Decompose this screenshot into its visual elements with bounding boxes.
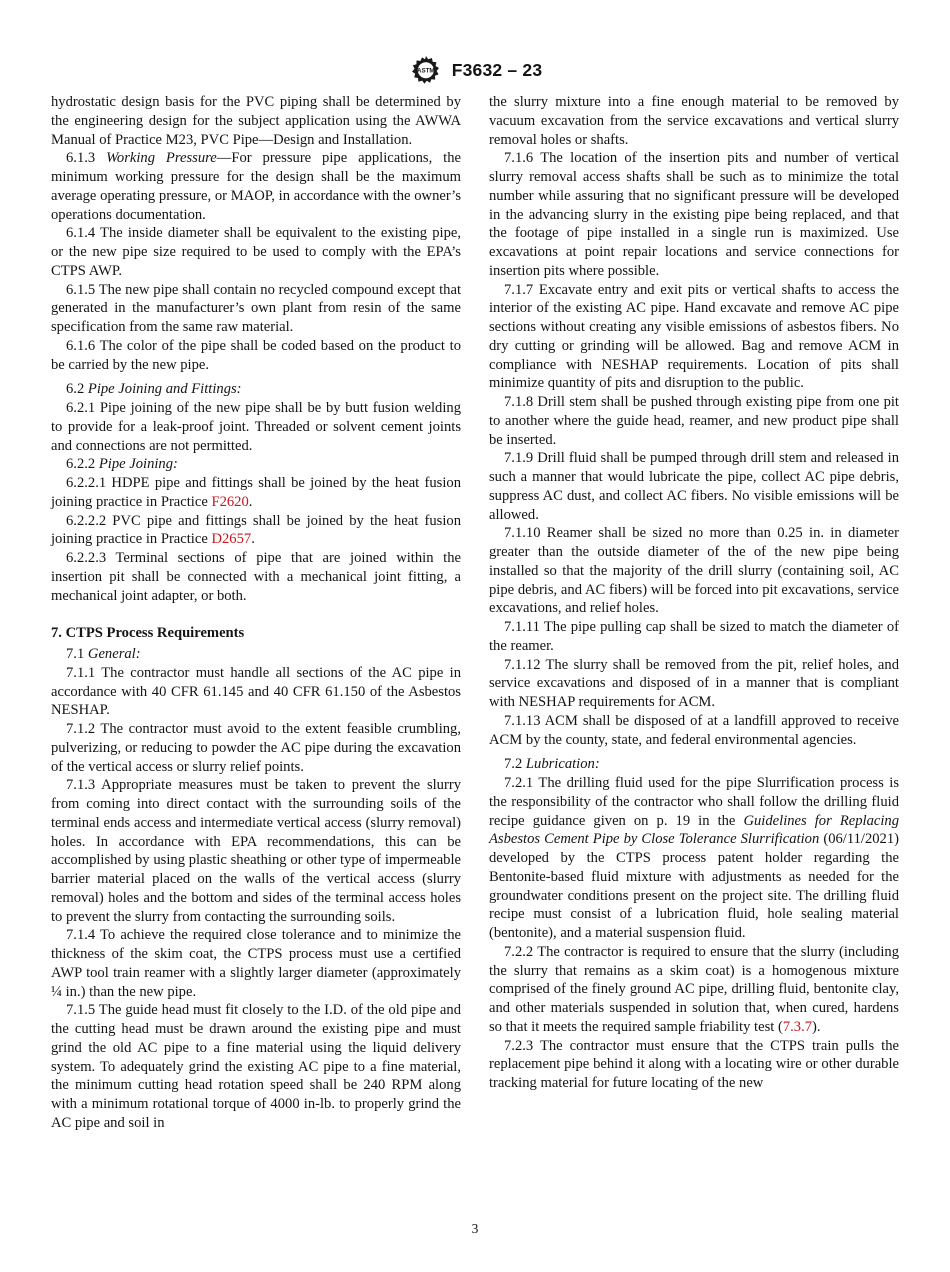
page-number: 3: [471, 1221, 479, 1236]
section-6-1-6: 6.1.6 The color of the pipe shall be coded based on the product to be carried by the new pipe.: [51, 337, 461, 373]
section-6-1-4: 6.1.4 The inside diameter shall be equivalent to the existing pipe, or the new pipe size required to be used to comply with the EPA’s CTPS AWP.: [51, 225, 461, 279]
section-7-1-7: 7.1.7 Excavate entry and exit pits or vertical shafts to access the interior of the existing AC pipe. Hand excavate and remove AC pipe sections without creating any visible emissions of asbestos fibers. No dry cutting or grinding will be allowed. Bag and remove ACM in compliance with NESHAP requirements. Location of pits shall minimize quantity of pits and disruption to the public.: [489, 281, 899, 392]
section-7-1-4: 7.1.4 To achieve the required close tolerance and to minimize the thickness of the skim coat, the CTPS process must use a certified AWP tool train reamer with a slightly larger diameter (approximately ¼ in.) than the new pipe.: [51, 927, 461, 1000]
section-6-2-1: 6.2.1 Pipe joining of the new pipe shall be by butt fusion welding to provide for a leak-proof joint. Threaded or solvent cement joints and connections are not permitted.: [51, 400, 461, 454]
section-7-1-8: 7.1.8 Drill stem shall be pushed through existing pipe from one pit to another where the guide head, reamer, and new product pipe shall be inserted.: [489, 394, 899, 448]
section-number: 6.2.2: [66, 456, 96, 473]
section-6-1-3: [51, 149, 461, 224]
section-7-1-3: 7.1.3 Appropriate measures must be taken to prevent the slurry from coming into direct contact with the surrounding soils of the terminal ends access and intermediate vertical access (slurry removal) holes. In accordance with EPA recommendations, this can be accomplished by using plastic sheathing or other type of impermeable barrier material placed on the walls of the vertical access (slurry removal) holes and the bottom and sides of the terminal access holes to prevent the slurry from contacting the surrounding soils.: [51, 777, 461, 925]
section-6-2-2-1: 6.2.2.1 HDPE pipe and fittings shall be joined by the heat fusion joining practice in Practice F2620.: [51, 475, 461, 510]
section-7-1-13: 7.1.13 ACM shall be disposed of at a landfill approved to receive ACM by the county, state, and federal environmental agencies.: [489, 712, 899, 748]
section-7-1-5: 7.1.5 The guide head must fit closely to the I.D. of the old pipe and the cutting head must be drawn around the existing pipe and must grind the old AC pipe to a fine material using the liquid delivery system. To adequately grind the existing AC pipe to a fine material, the minimum cutting head rotation speed shall be 240 RPM along with a minimum rotational torque of 4000 in-lb. to properly grind the AC pipe and soil in: [51, 1002, 461, 1131]
section-title: Lubrication:: [525, 756, 600, 773]
heading-text: 7. CTPS Process Requirements: [51, 625, 245, 642]
section-7-1-1: 7.1.1 The contractor must handle all sections of the AC pipe in accordance with 40 CFR 61.145 and 40 CFR 61.150 of the Asbestos NESHAP.: [51, 664, 461, 719]
section-text: ).: [812, 1018, 821, 1035]
section-7-2-2: [489, 943, 899, 1037]
section-title: Pipe Joining:: [98, 456, 178, 473]
section-7-1: [51, 645, 461, 664]
section-6-2: [51, 380, 461, 399]
section-title: Working Pressure: [106, 150, 217, 167]
section-7-2: [489, 755, 899, 774]
section-text: 6.2.2.1 HDPE pipe and fittings shall be joined by the heat fusion joining practice in Practice: [51, 475, 461, 510]
practice-d2657-link[interactable]: D2657: [211, 531, 252, 548]
document-id: F3632 – 23: [451, 59, 543, 80]
section-number: 7.1: [66, 646, 85, 662]
section-number: 7.2: [504, 756, 523, 773]
section-text: —For pressure pipe applications, the minimum working pressure for the design shall be the maximum average operating pressure, or MAOP, in accordance with the owner’s operations documentation.: [51, 150, 461, 223]
section-7-1-11: 7.1.11 The pipe pulling cap shall be sized to match the diameter of the reamer.: [489, 619, 899, 654]
section-text: (06/11/2021) developed by the CTPS process patent holder regarding the Bentonite-based fluid mixture with adjustments as needed for the groundwater conditions present on the project site. The drilling fluid recipe must consist of a lubrication fluid, hole sealing material (bentonite), and a material suspension fluid.: [489, 831, 900, 941]
section-7-1-9: 7.1.9 Drill fluid shall be pumped through drill stem and released in such a manner that would lubricate the pipe, collect AC pipe debris, suppress AC dust, and collect AC fibers. No visible emissions will be allowed.: [489, 450, 899, 523]
section-7-3-7-link[interactable]: 7.3.7: [782, 1018, 813, 1035]
section-7-1-12: 7.1.12 The slurry shall be removed from the pit, relief holes, and service excavations and disposed of in a manner that is compliant with NESHAP requirements for ACM.: [489, 656, 899, 710]
section-6-2-2-2: 6.2.2.2 PVC pipe and fittings shall be joined by the heat fusion joining practice in Practice D2657.: [51, 512, 461, 548]
astm-logo: [408, 55, 444, 85]
practice-f2620-link[interactable]: F2620: [211, 493, 249, 510]
section-6-2-2-3: 6.2.2.3 Terminal sections of pipe that are joined within the insertion pit shall be connected with a mechanical joint fitting, a mechanical joint adapter, or both.: [51, 550, 461, 604]
section-7-1-2: 7.1.2 The contractor must avoid to the extent feasible crumbling, pulverizing, or reducing to powder the AC pipe during the excavation of the vertical access or slurry relief points.: [51, 721, 461, 775]
section-7-2-3: 7.2.3 The contractor must ensure that the CTPS train pulls the replacement pipe behind it along with a locating wire or other durable tracking material for future locating of the new: [489, 1037, 899, 1091]
astm-logo-text: ASTM: [416, 67, 435, 75]
section-text: 7.2.2 The contractor is required to ensure that the slurry (including the slurry that remains as a skim coat) is a homogenous mixture comprised of the finely ground AC pipe, drilling fluid, bentonite clay, and other materials suspended in solution that, when cured, hardens so that it meets the required sample friability test (: [489, 943, 899, 1035]
section-number: 6.2: [66, 381, 85, 398]
section-number: 6.1.3: [66, 150, 96, 167]
section-6-1-5: 6.1.5 The new pipe shall contain no recycled compound except that generated in the manufacturer’s own plant from resin of the same specification from the same raw material.: [51, 281, 461, 335]
left-column: [51, 93, 461, 1133]
paragraph-continued: the slurry mixture into a fine enough material to be removed by vacuum excavation from the service excavations and vertical slurry removal holes or shafts.: [489, 94, 899, 148]
section-7-1-6: 7.1.6 The location of the insertion pits and number of vertical slurry removal access shafts shall be such as to minimize the total number while assuring that no significant pressure will be developed in the advancing slurry in the existing pipe being replaced, and that the footage of pipe installed in a single run is maximized. Use excavations at point repair locations and service connections for insertion pits where possible.: [489, 150, 899, 279]
section-6-2-2: [51, 455, 461, 474]
section-7-2-1: [489, 774, 899, 943]
section-text: 7.2.1 The drilling fluid used for the pipe Slurrification process is the responsibility of the contractor who shall follow the drilling fluid recipe guidance given on p. 19 in the: [489, 775, 899, 829]
paragraph-continued: hydrostatic design basis for the PVC piping shall be determined by the engineering design for the subject application using the AWWA Manual of Practice M23, PVC Pipe—Design and Installation.: [51, 94, 461, 148]
section-7-heading: [51, 624, 461, 643]
section-text: 6.2.2.2 PVC pipe and fittings shall be joined by the heat fusion joining practice in Practice: [51, 512, 461, 548]
section-title: General:: [87, 646, 141, 662]
guidelines-title: Guidelines for Replacing Asbestos Cement Pipe by Close Tolerance Slurrification: [489, 812, 899, 848]
section-title: Pipe Joining and Fittings:: [87, 381, 242, 398]
section-7-1-10: 7.1.10 Reamer shall be sized no more than 0.25 in. in diameter greater than the outside diameter of the of the new pipe being installed so that the majority of the drill slurry (containing soil, AC pipe debris, and AC fibers) will be forced into pit excavations, service excavations, and relief holes.: [489, 525, 899, 617]
page-header: [0, 55, 950, 85]
right-column: [489, 93, 899, 1093]
